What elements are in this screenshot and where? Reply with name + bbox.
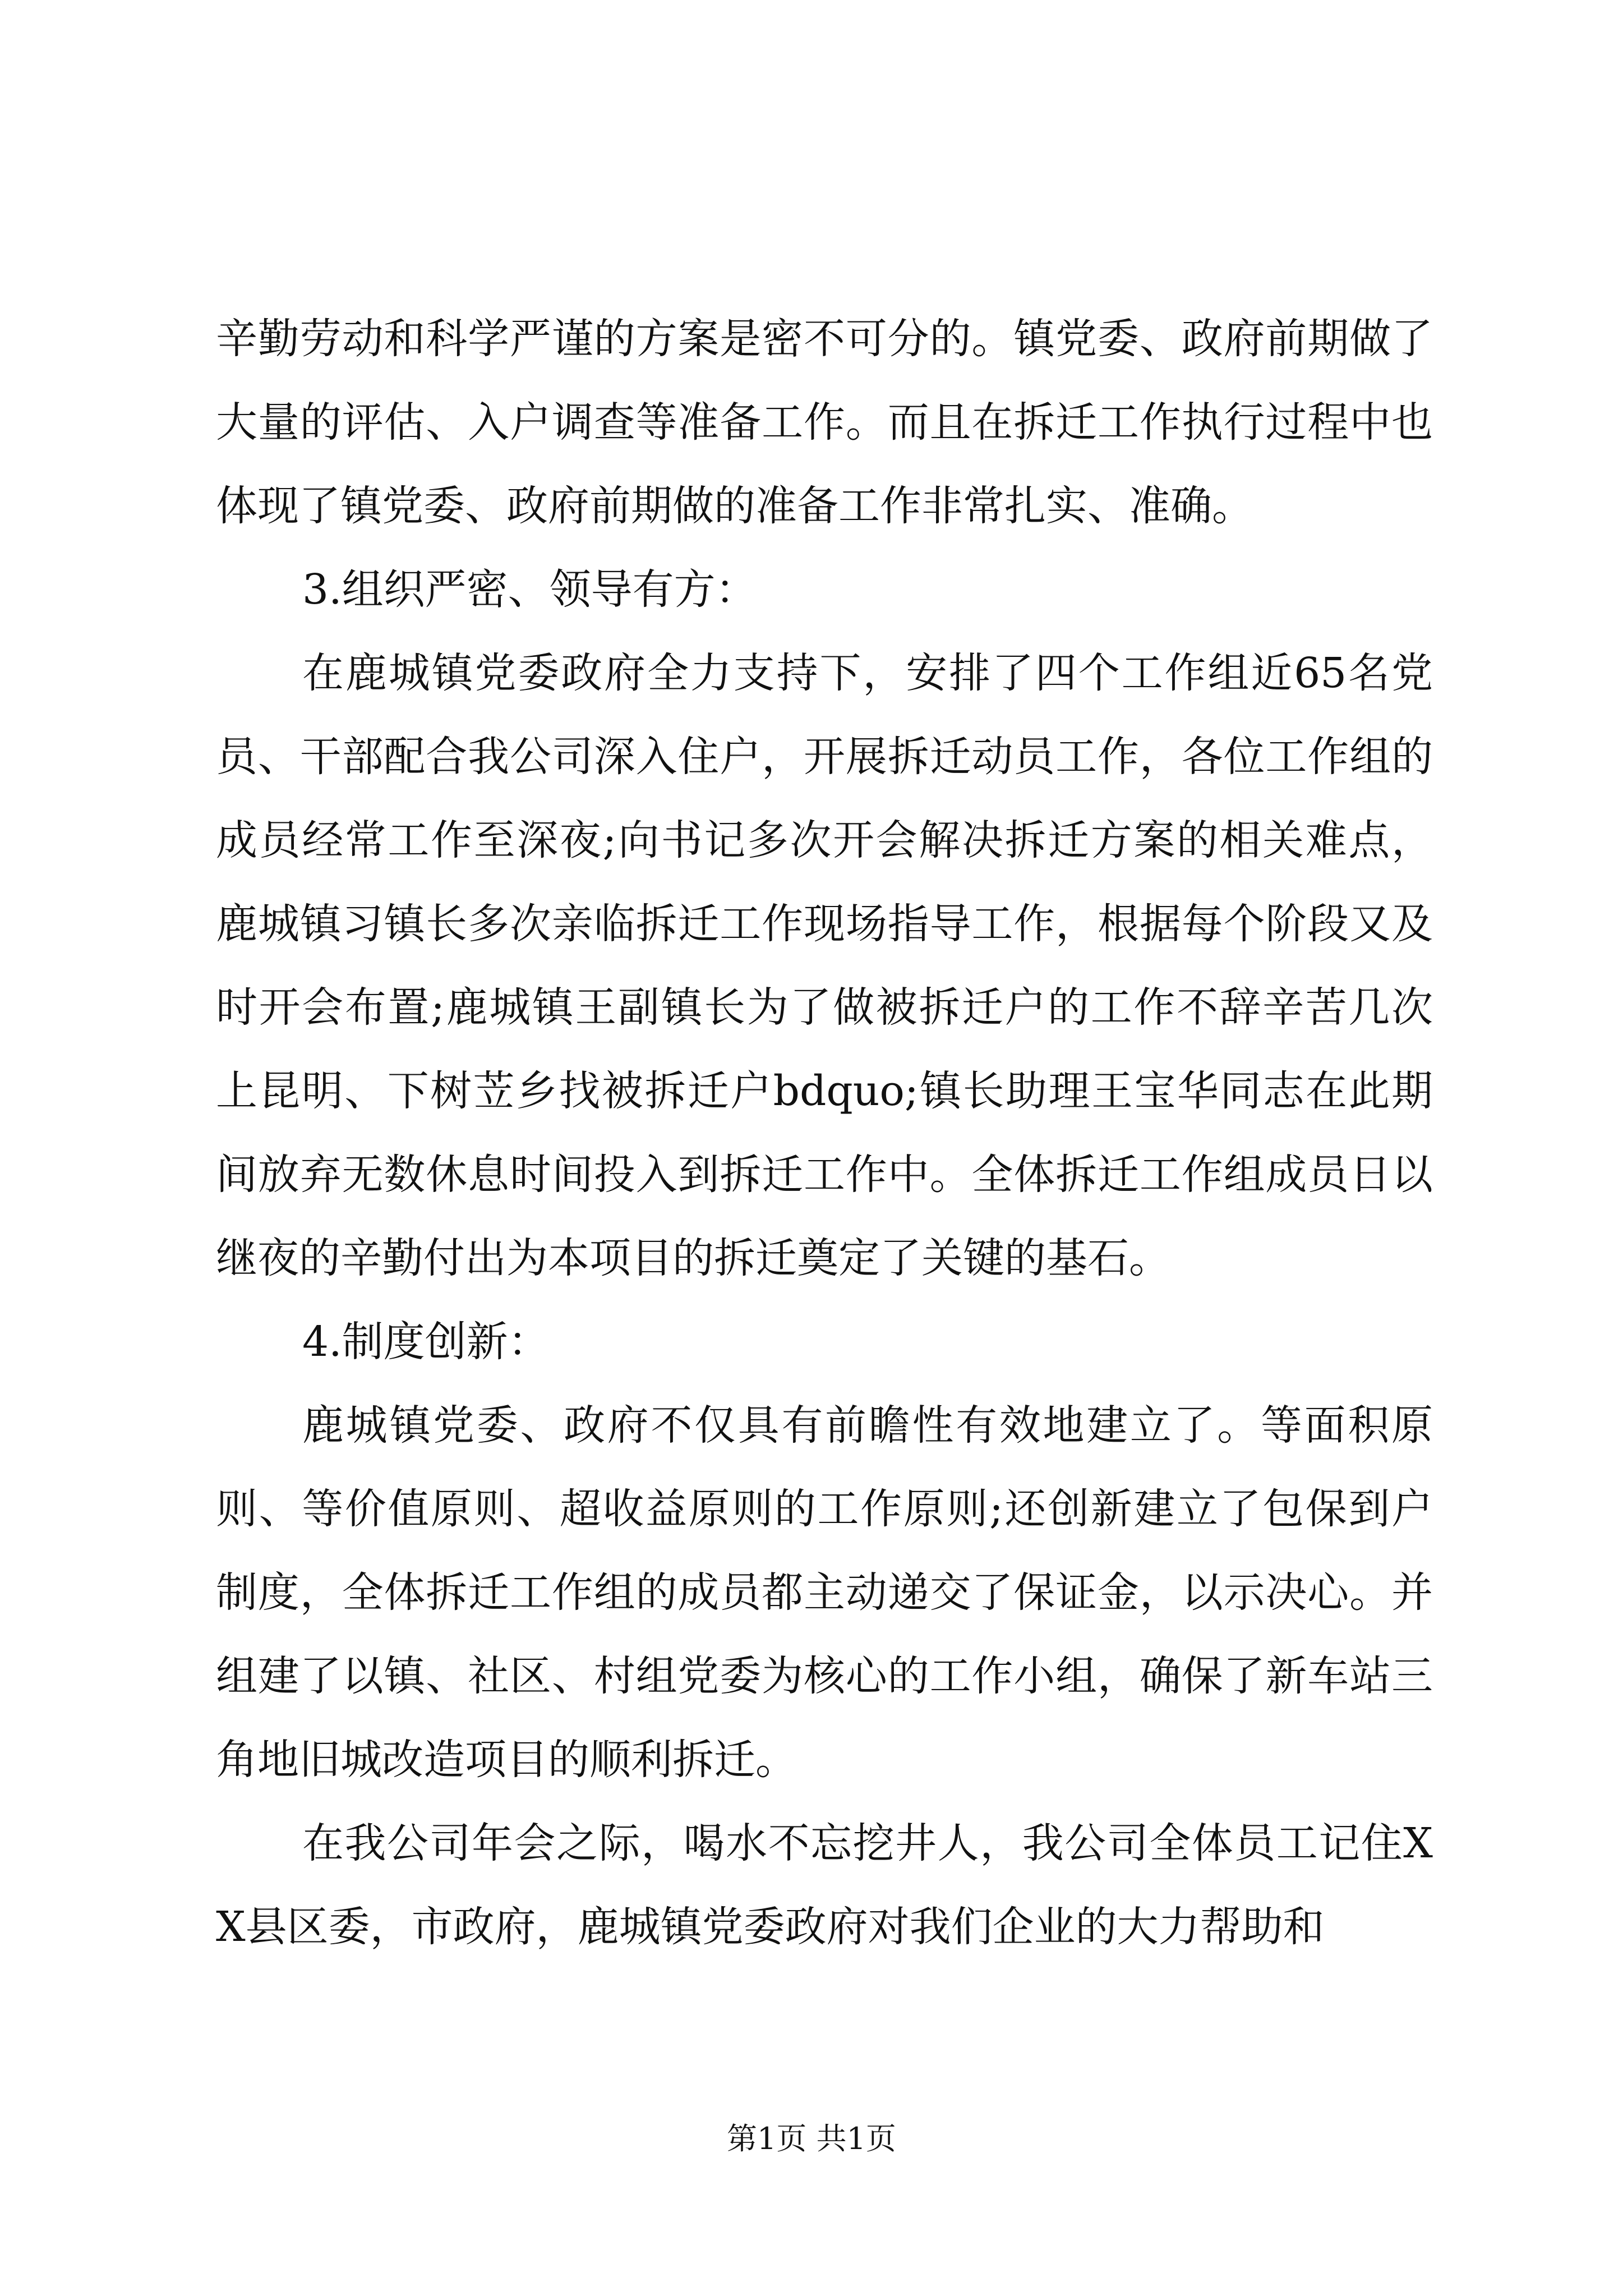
page-footer: 第1页 共1页: [727, 2121, 896, 2156]
section-heading-3: 3.组织严密、领导有方：: [302, 565, 757, 614]
paragraph-organization: 在鹿城镇党委政府全力支持下，安排了四个工作组近65名党员、干部配合我公司深入住户，开展拆迁动员工作，各位工作组的成员经常工作至深夜;向书记多次开会解决拆迁方案的相关难点，鹿城镇习镇长多次亲临拆迁工作现场指导工作，根据每个阶段又及时开会布置;鹿城镇王副镇长为了做被拆迁户的工作不辞辛苦几次上昆明、下树苙乡找被拆迁户bdquo;镇长助理王宝华同志在此期间放弃无数休息时间投入到拆迁工作中。全体拆迁工作组成员日以继夜的辛勤付出为本项目的拆迁奠定了关键的基石。: [216, 649, 1433, 1282]
paragraph-continuation: 辛勤劳动和科学严谨的方案是密不可分的。镇党委、政府前期做了大量的评估、入户调查等准备工作。而且在拆迁工作执行过程中也体现了镇党委、政府前期做的准备工作非常扎实、准确。: [216, 315, 1433, 530]
paragraph-gratitude: 在我公司年会之际，喝水不忘挖井人，我公司全体员工记住XX县区委，市政府，鹿城镇党委政府对我们企业的大力帮助和: [216, 1819, 1433, 1951]
section-heading-4: 4.制度创新：: [302, 1318, 550, 1366]
document-body: [216, 297, 1433, 1969]
paragraph-innovation: 鹿城镇党委、政府不仅具有前瞻性有效地建立了。等面积原则、等价值原则、超收益原则的工作原则;还创新建立了包保到户制度，全体拆迁工作组的成员都主动递交了保证金，以示决心。并组建了以镇、社区、村组党委为核心的工作小组，确保了新车站三角地旧城改造项目的顺利拆迁。: [216, 1401, 1433, 1784]
